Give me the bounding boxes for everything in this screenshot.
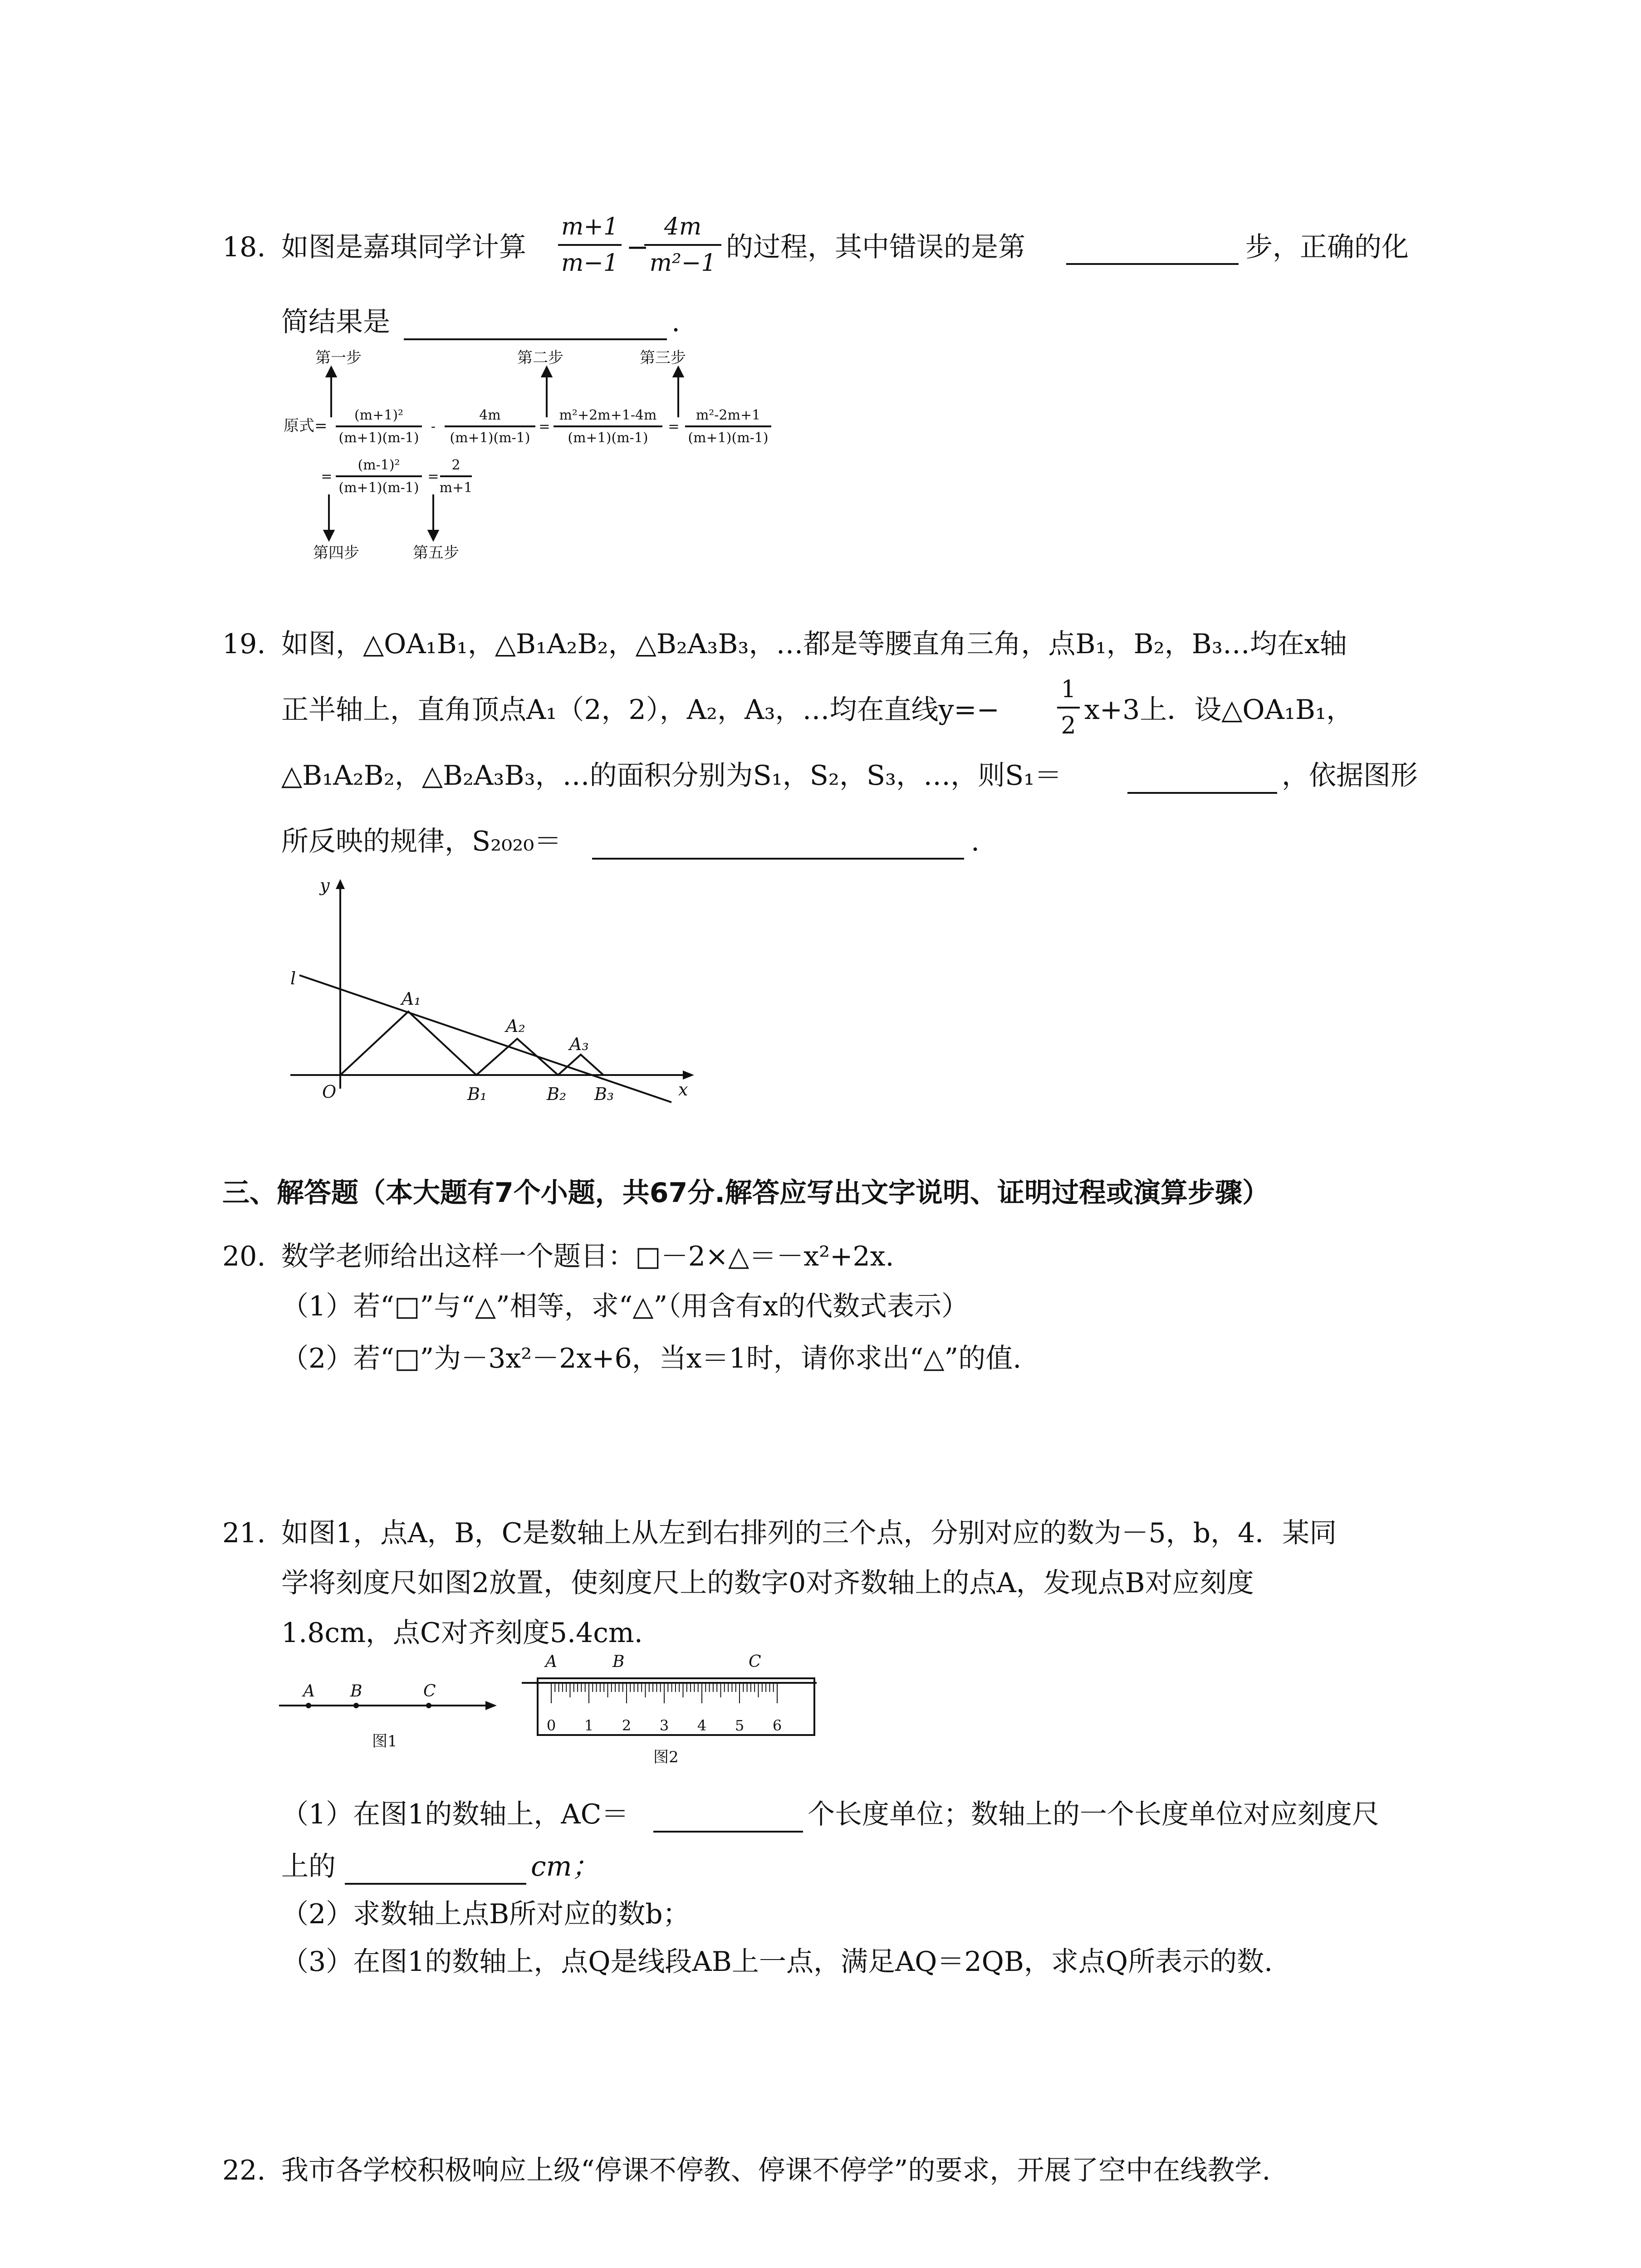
q18-number: 18.: [222, 231, 266, 263]
q19-fraction-numerator: 1: [1061, 676, 1076, 703]
term6-denominator: m+1: [439, 480, 473, 496]
op-minus: -: [431, 419, 436, 435]
q19-line2b: x+3上．设△OA₁B₁，: [1084, 694, 1354, 726]
term3-numerator: m²+2m+1-4m: [559, 407, 657, 423]
ruler-tick-6: 6: [772, 1717, 782, 1734]
q20-line1: 数学老师给出这样一个题目：□－2×△＝－x²+2x.: [281, 1241, 894, 1272]
q19-line1: 如图，△OA₁B₁，△B₁A₂B₂，△B₂A₃B₃，…都是等腰直角三角，点B₁，B₂，B₃…均在x轴: [281, 628, 1347, 660]
term5-denominator: (m+1)(m-1): [338, 480, 419, 496]
q21-figure-2-ruler: [517, 1642, 835, 1778]
q18-fraction-2-numerator: 4m: [664, 213, 702, 240]
term2-denominator: (m+1)(m-1): [450, 430, 530, 446]
term1-numerator: (m+1)²: [354, 407, 404, 423]
q19-line3a: △B₁A₂B₂，△B₂A₃B₃，…的面积分别为S₁，S₂，S₃，…，则S₁＝: [281, 760, 1062, 792]
yuanshi-label: 原式=: [284, 417, 328, 435]
q18-fraction-2: [644, 213, 721, 277]
ruler-tick-4: 4: [697, 1717, 707, 1734]
q19-line4a: 所反映的规律，S₂₀₂₀＝: [281, 826, 562, 857]
q18-fraction-1: [558, 213, 622, 277]
fig2-point-c-label: C: [749, 1652, 761, 1671]
ruler-tick-1: 1: [584, 1717, 594, 1734]
q21-line2: 学将刻度尺如图2放置，使刻度尺上的数字0对齐数轴上的点A，发现点B对应刻度: [281, 1567, 1254, 1599]
section-3-heading: 三、解答题（本大题有7个小题，共67分.解答应写出文字说明、证明过程或演算步骤）: [222, 1177, 1270, 1209]
q21-part2: （2）求数轴上点B所对应的数b；: [281, 1898, 690, 1930]
term2-numerator: 4m: [479, 407, 501, 423]
q21-part1d: cm；: [531, 1851, 599, 1882]
op-equals-2: =: [668, 419, 680, 435]
q21-figure-1-number-line: [272, 1669, 517, 1769]
y-axis-label: y: [320, 875, 330, 895]
q19-fraction-denominator: 2: [1061, 712, 1076, 739]
q18-fraction-2-denominator: m²−1: [649, 249, 716, 277]
q19-line2a: 正半轴上，直角顶点A₁（2，2），A₂，A₃，…均在直线y=−: [281, 694, 999, 726]
point-b1-label: B₁: [467, 1084, 487, 1104]
step4-label: 第四步: [313, 544, 359, 562]
ruler-tick-0: 0: [546, 1717, 556, 1734]
q21-part3: （3）在图1的数轴上，点Q是线段AB上一点，满足AQ＝2QB，求点Q所表示的数.: [281, 1946, 1273, 1978]
point-b3-label: B₃: [594, 1084, 614, 1104]
fig1-point-a-label: A: [303, 1682, 315, 1701]
point-b2-label: B₂: [547, 1084, 567, 1104]
q18-text-mid: 的过程，其中错误的是第: [726, 231, 1025, 263]
point-a3-label: A₃: [569, 1034, 589, 1054]
op-equals-3: =: [321, 469, 333, 484]
q21-part1b: 个长度单位；数轴上的一个长度单位对应刻度尺: [808, 1799, 1379, 1830]
ruler-tick-3: 3: [659, 1717, 669, 1734]
origin-label: O: [322, 1082, 337, 1102]
term1-denominator: (m+1)(m-1): [338, 430, 419, 446]
q19-number: 19.: [222, 628, 266, 660]
q18-answer-blank-1[interactable]: [1066, 240, 1239, 265]
x-axis-label: x: [678, 1080, 688, 1100]
fig1-point-b-label: B: [350, 1682, 362, 1701]
q19-fraction: [1057, 676, 1080, 739]
q19-triangles-figure: [272, 871, 726, 1125]
q21-line1: 如图1，点A，B，C是数轴上从左到右排列的三个点，分别对应的数为－5，b，4．某同: [281, 1517, 1337, 1549]
q18-text-post: 步，正确的化: [1245, 231, 1409, 263]
q22-line1: 我市各学校积极响应上级“停课不停教、停课不停学”的要求，开展了空中在线教学.: [281, 2155, 1271, 2186]
q18-text-line2: 简结果是: [281, 306, 390, 338]
term3-denominator: (m+1)(m-1): [568, 430, 648, 446]
fig2-caption: 图2: [653, 1748, 679, 1766]
step5-label: 第五步: [413, 544, 459, 562]
fig2-point-a-label: A: [545, 1652, 557, 1671]
op-equals-1: =: [539, 419, 550, 435]
term6-numerator: 2: [451, 457, 460, 473]
q18-minus: −: [626, 231, 649, 263]
q21-part1c: 上的: [281, 1851, 336, 1882]
step3-label: 第三步: [640, 349, 686, 367]
fig2-point-b-label: B: [612, 1652, 625, 1671]
q22-number: 22.: [222, 2155, 266, 2186]
line-l-label: l: [290, 968, 296, 988]
op-equals-4: =: [427, 469, 439, 484]
term4-denominator: (m+1)(m-1): [688, 430, 769, 446]
q18-text-pre: 如图是嘉琪同学计算: [281, 231, 526, 263]
q18-fraction-1-numerator: m+1: [561, 213, 618, 240]
point-a2-label: A₂: [506, 1016, 525, 1036]
q21-answer-blank-ac[interactable]: [653, 1807, 803, 1833]
q18-answer-blank-2[interactable]: [404, 315, 667, 340]
q19-answer-blank-s2020[interactable]: [592, 834, 964, 860]
q21-part1a: （1）在图1的数轴上，AC＝: [281, 1799, 629, 1830]
q20-part1: （1）若“□”与“△”相等，求“△”（用含有x的代数式表示）: [281, 1290, 969, 1322]
q20-part2: （2）若“□”为－3x²－2x+6，当x＝1时，请你求出“△”的值.: [281, 1343, 1022, 1374]
ruler-tick-5: 5: [735, 1717, 745, 1734]
q21-answer-blank-cm[interactable]: [345, 1859, 526, 1885]
q19-line3b: ，依据图形: [1282, 760, 1418, 792]
fig1-point-c-label: C: [423, 1682, 436, 1701]
ruler-tick-2: 2: [622, 1717, 632, 1734]
q18-calculation-figure: [272, 345, 817, 572]
fig1-caption: 图1: [372, 1732, 397, 1750]
q21-line3: 1.8cm，点C对齐刻度5.4cm.: [281, 1617, 643, 1649]
step2-label: 第二步: [517, 349, 563, 367]
q21-number: 21.: [222, 1517, 266, 1549]
q18-fraction-1-denominator: m−1: [561, 249, 618, 277]
term4-numerator: m²-2m+1: [696, 407, 761, 423]
step1-label: 第一步: [315, 349, 362, 367]
term5-numerator: (m-1)²: [358, 457, 400, 473]
q20-number: 20.: [222, 1241, 266, 1272]
q18-period: .: [671, 306, 681, 338]
q19-period: .: [971, 826, 980, 857]
point-a1-label: A₁: [402, 989, 421, 1009]
q19-answer-blank-s1[interactable]: [1127, 768, 1277, 794]
